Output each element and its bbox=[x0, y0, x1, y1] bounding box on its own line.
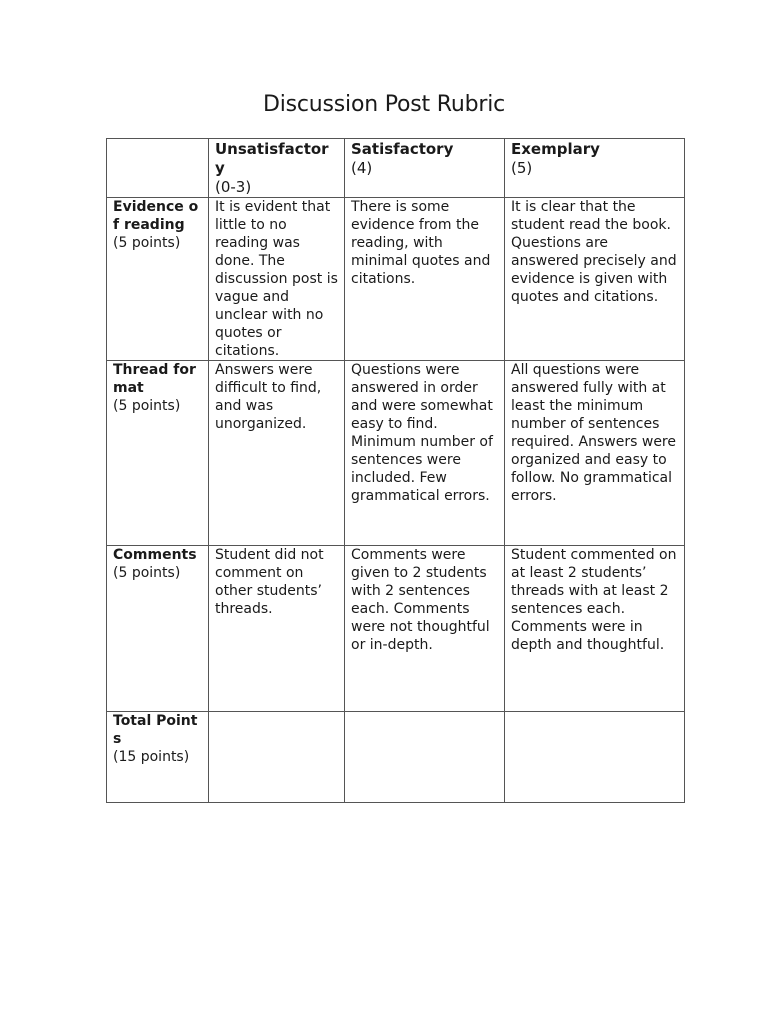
header-title: Unsatisfactory bbox=[215, 140, 329, 177]
rubric-cell-satisfactory bbox=[345, 198, 505, 361]
header-score: (4) bbox=[351, 159, 373, 177]
rubric-header-row bbox=[107, 139, 685, 198]
rubric-row-thread-format bbox=[107, 361, 685, 546]
total-cell-exemplary bbox=[505, 712, 685, 803]
criterion-points: (5 points) bbox=[113, 235, 181, 251]
cell-text: There is some evidence from the reading, with minimal quotes and citations. bbox=[351, 199, 491, 287]
criterion-cell bbox=[107, 361, 209, 546]
criterion-cell bbox=[107, 712, 209, 803]
total-cell-satisfactory bbox=[345, 712, 505, 803]
cell-text: Questions were answered in order and were somewhat easy to find. Minimum number of sentences were included. Few grammatical errors. bbox=[351, 362, 493, 504]
rubric-cell-exemplary bbox=[505, 546, 685, 712]
rubric-cell-satisfactory bbox=[345, 361, 505, 546]
cell-text: Student did not comment on other students’ threads. bbox=[215, 547, 324, 617]
total-points: (15 points) bbox=[113, 749, 190, 765]
corner-cell bbox=[107, 139, 209, 198]
header-score: (5) bbox=[511, 159, 533, 177]
rubric-cell-exemplary bbox=[505, 361, 685, 546]
cell-text: It is clear that the student read the book. Questions are answered precisely and evidence is given with quotes and citations. bbox=[511, 199, 677, 305]
cell-text: It is evident that little to no reading was done. The discussion post is vague and unclear with no quotes or citations. bbox=[215, 199, 338, 359]
rubric-cell-unsatisfactory bbox=[209, 546, 345, 712]
cell-text: Student commented on at least 2 students’ threads with at least 2 sentences each. Comments were in depth and thoughtful. bbox=[511, 547, 677, 653]
rubric-table bbox=[106, 138, 685, 803]
criterion-points: (5 points) bbox=[113, 398, 181, 414]
total-cell-unsatisfactory bbox=[209, 712, 345, 803]
rubric-row-total-points bbox=[107, 712, 685, 803]
header-score: (0-3) bbox=[215, 178, 252, 196]
rubric-row-evidence-of-reading bbox=[107, 198, 685, 361]
cell-text: All questions were answered fully with at least the minimum number of sentences required. Answers were organized and easy to follow. No grammatical errors. bbox=[511, 362, 676, 504]
criterion-name: Comments bbox=[113, 547, 197, 563]
header-satisfactory bbox=[345, 139, 505, 198]
header-title: Exemplary bbox=[511, 140, 600, 158]
criterion-cell bbox=[107, 198, 209, 361]
rubric-cell-exemplary bbox=[505, 198, 685, 361]
cell-text: Comments were given to 2 students with 2 sentences each. Comments were not thoughtful or in-depth. bbox=[351, 547, 490, 653]
header-title: Satisfactory bbox=[351, 140, 454, 158]
header-unsatisfactory bbox=[209, 139, 345, 198]
cell-text: Answers were difficult to find, and was unorganized. bbox=[215, 362, 322, 432]
rubric-cell-satisfactory bbox=[345, 546, 505, 712]
rubric-cell-unsatisfactory bbox=[209, 198, 345, 361]
page-title: Discussion Post Rubric bbox=[262, 92, 506, 117]
rubric-cell-unsatisfactory bbox=[209, 361, 345, 546]
criterion-points: (5 points) bbox=[113, 565, 181, 581]
total-label: Total Points bbox=[113, 713, 198, 747]
rubric-row-comments bbox=[107, 546, 685, 712]
header-exemplary bbox=[505, 139, 685, 198]
criterion-name: Evidence of reading bbox=[113, 199, 199, 233]
criterion-name: Thread format bbox=[113, 362, 196, 396]
criterion-cell bbox=[107, 546, 209, 712]
